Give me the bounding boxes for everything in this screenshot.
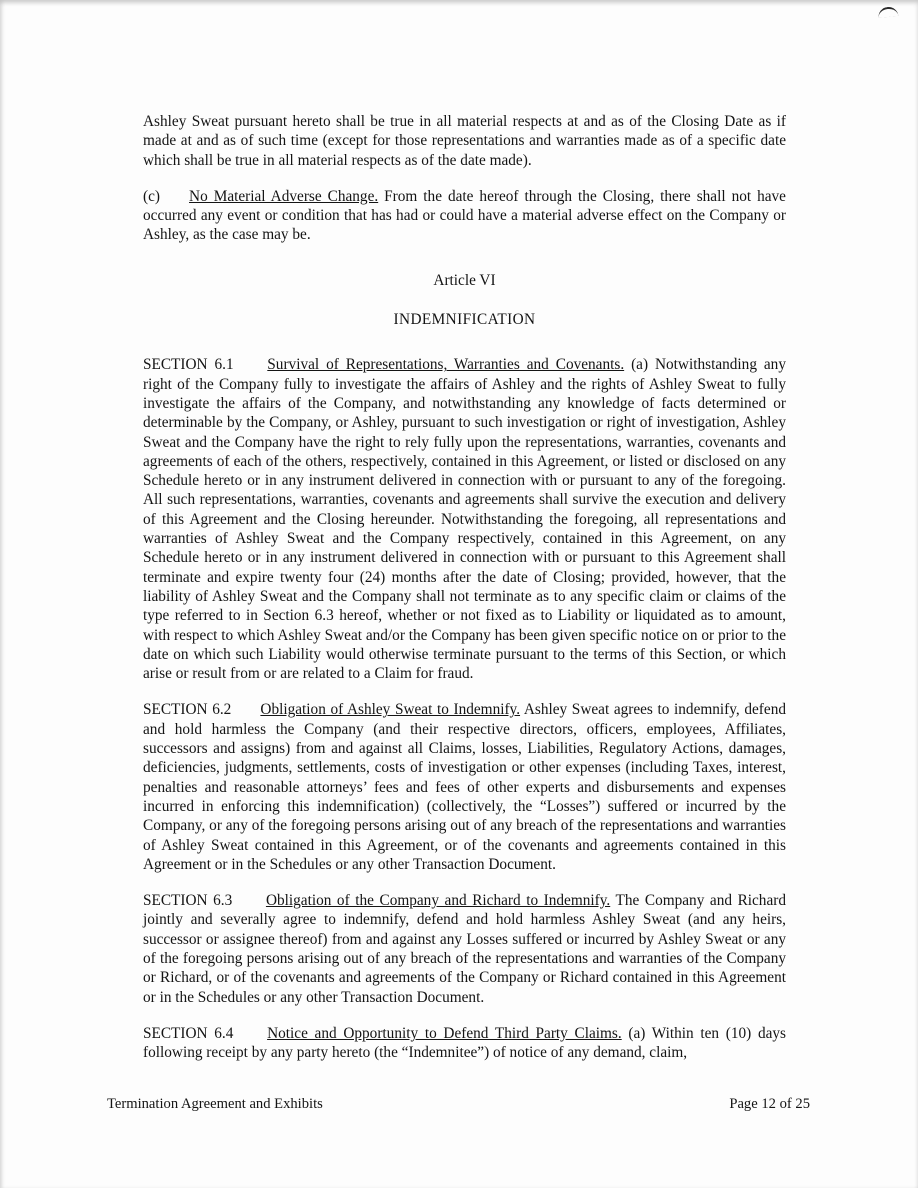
section-6-3-body: The Company and Richard jointly and severally agree to indemnify, defend and hold harmless Ashley Sweat (and any heirs, successor or assignee thereof) from and against any Losses suffered or incurred by Ashley Sweat or any of the foregoing persons arising out of any breach of the representations and warranties of the Company or Richard, or of the covenants and agreements of the Company or Richard contained in this Agreement or in the Schedules or any other Transaction Document. [143, 892, 786, 1006]
section-6-2-title: Obligation of Ashley Sweat to Indemnify. [260, 701, 521, 719]
clause-c-title: No Material Adverse Change. [189, 187, 379, 205]
section-6-4-title: Notice and Opportunity to Defend Third Party Claims. [267, 1024, 622, 1042]
document-content [143, 112, 786, 1079]
section-6-1-label: SECTION 6.1 [143, 356, 234, 374]
section-6-1-title: Survival of Representations, Warranties and Covenants. [267, 356, 625, 374]
section-6-3-title: Obligation of the Company and Richard to Indemnify. [265, 892, 611, 910]
paragraph-section-6-2 [143, 700, 786, 874]
article-heading: Article VI [433, 271, 496, 289]
paragraph-section-6-1 [143, 355, 786, 683]
clause-c-label: (c) [143, 187, 160, 205]
section-6-4-body: (a) Within ten (10) days following receipt by any party hereto (the “Indemnitee”) of notice of any demand, claim, [143, 1024, 786, 1062]
page-footer [107, 1096, 810, 1113]
section-6-4-label: SECTION 6.4 [143, 1024, 234, 1042]
continuation-text: Ashley Sweat pursuant hereto shall be true in all material respects at and as of the Closing Date as if made at and as of such time (except for those representations and warranties made as of a specific date which shall be true in all material respects as of the date made). [143, 113, 786, 169]
footer-document-title: Termination Agreement and Exhibits [107, 1096, 323, 1112]
footer-page-number: Page 12 of 25 [729, 1096, 810, 1112]
section-6-3-label: SECTION 6.3 [143, 892, 233, 910]
clause-c-body: From the date hereof through the Closing, there shall not have occurred any event or condition that has had or could have a material adverse effect on the Company or Ashley, as the case may be. [143, 187, 786, 244]
section-6-1-body: (a) Notwithstanding any right of the Company fully to investigate the affairs of Ashley and the rights of Ashley Sweat to fully investigate the affairs of the Company, and notwithstanding any knowledge of facts determined or determinable by the Company, or Ashley, pursuant to such investigation or right of investigation, Ashley Sweat and the Company have the right to rely fully upon the representations, warranties, covenants and agreements of each of the others, respectively, contained in this Agreement, or listed or disclosed on any Schedule hereto or in any instrument delivered in connection with or pursuant to any of the foregoing. All such representations, warranties, covenants and agreements shall survive the execution and delivery of this Agreement and the Closing hereunder. Notwithstanding the foregoing, all representations and warranties of Ashley Sweat and the Company respectively, contained in this Agreement, on any Schedule hereto or in any instrument delivered in connection with or pursuant to this Agreement shall terminate and expire twenty four (24) months after the date of Closing; provided, however, that the liability of Ashley Sweat and the Company shall not terminate as to any specific claim or claims of the type referred to in Section 6.3 hereof, whether or not fixed as to Liability or liquidated as to amount, with respect to which Ashley Sweat and/or the Company has been given specific notice on or prior to the date on which such Liability would otherwise terminate pursuant to the terms of this Section, or which arise or result from or are related to a Claim for fraud. [143, 356, 786, 683]
article-title: INDEMNIFICATION [393, 311, 536, 329]
paragraph-continuation [143, 112, 786, 170]
paragraph-section-6-3 [143, 891, 786, 1007]
scan-artifact-mark [878, 6, 899, 18]
paragraph-clause-c [143, 187, 786, 245]
paragraph-section-6-4 [143, 1024, 786, 1063]
section-6-2-label: SECTION 6.2 [143, 701, 232, 719]
section-6-2-body: Ashley Sweat agrees to indemnify, defend and hold harmless the Company (and their respective directors, officers, employees, Affiliates, successors and assigns) from and against all Claims, losses, Liabilities, Regulatory Actions, damages, deficiencies, judgments, settlements, costs of investigation or other expenses (including Taxes, interest, penalties and reasonable attorneys’ fees and fees of other experts and disbursements and expenses incurred in enforcing this indemnification) (collectively, the “Losses”) suffered or incurred by the Company, or any of the foregoing persons arising out of any breach of the representations and warranties of Ashley Sweat contained in this Agreement, or of the covenants and agreements contained in this Agreement or in the Schedules or any other Transaction Document. [143, 701, 786, 873]
